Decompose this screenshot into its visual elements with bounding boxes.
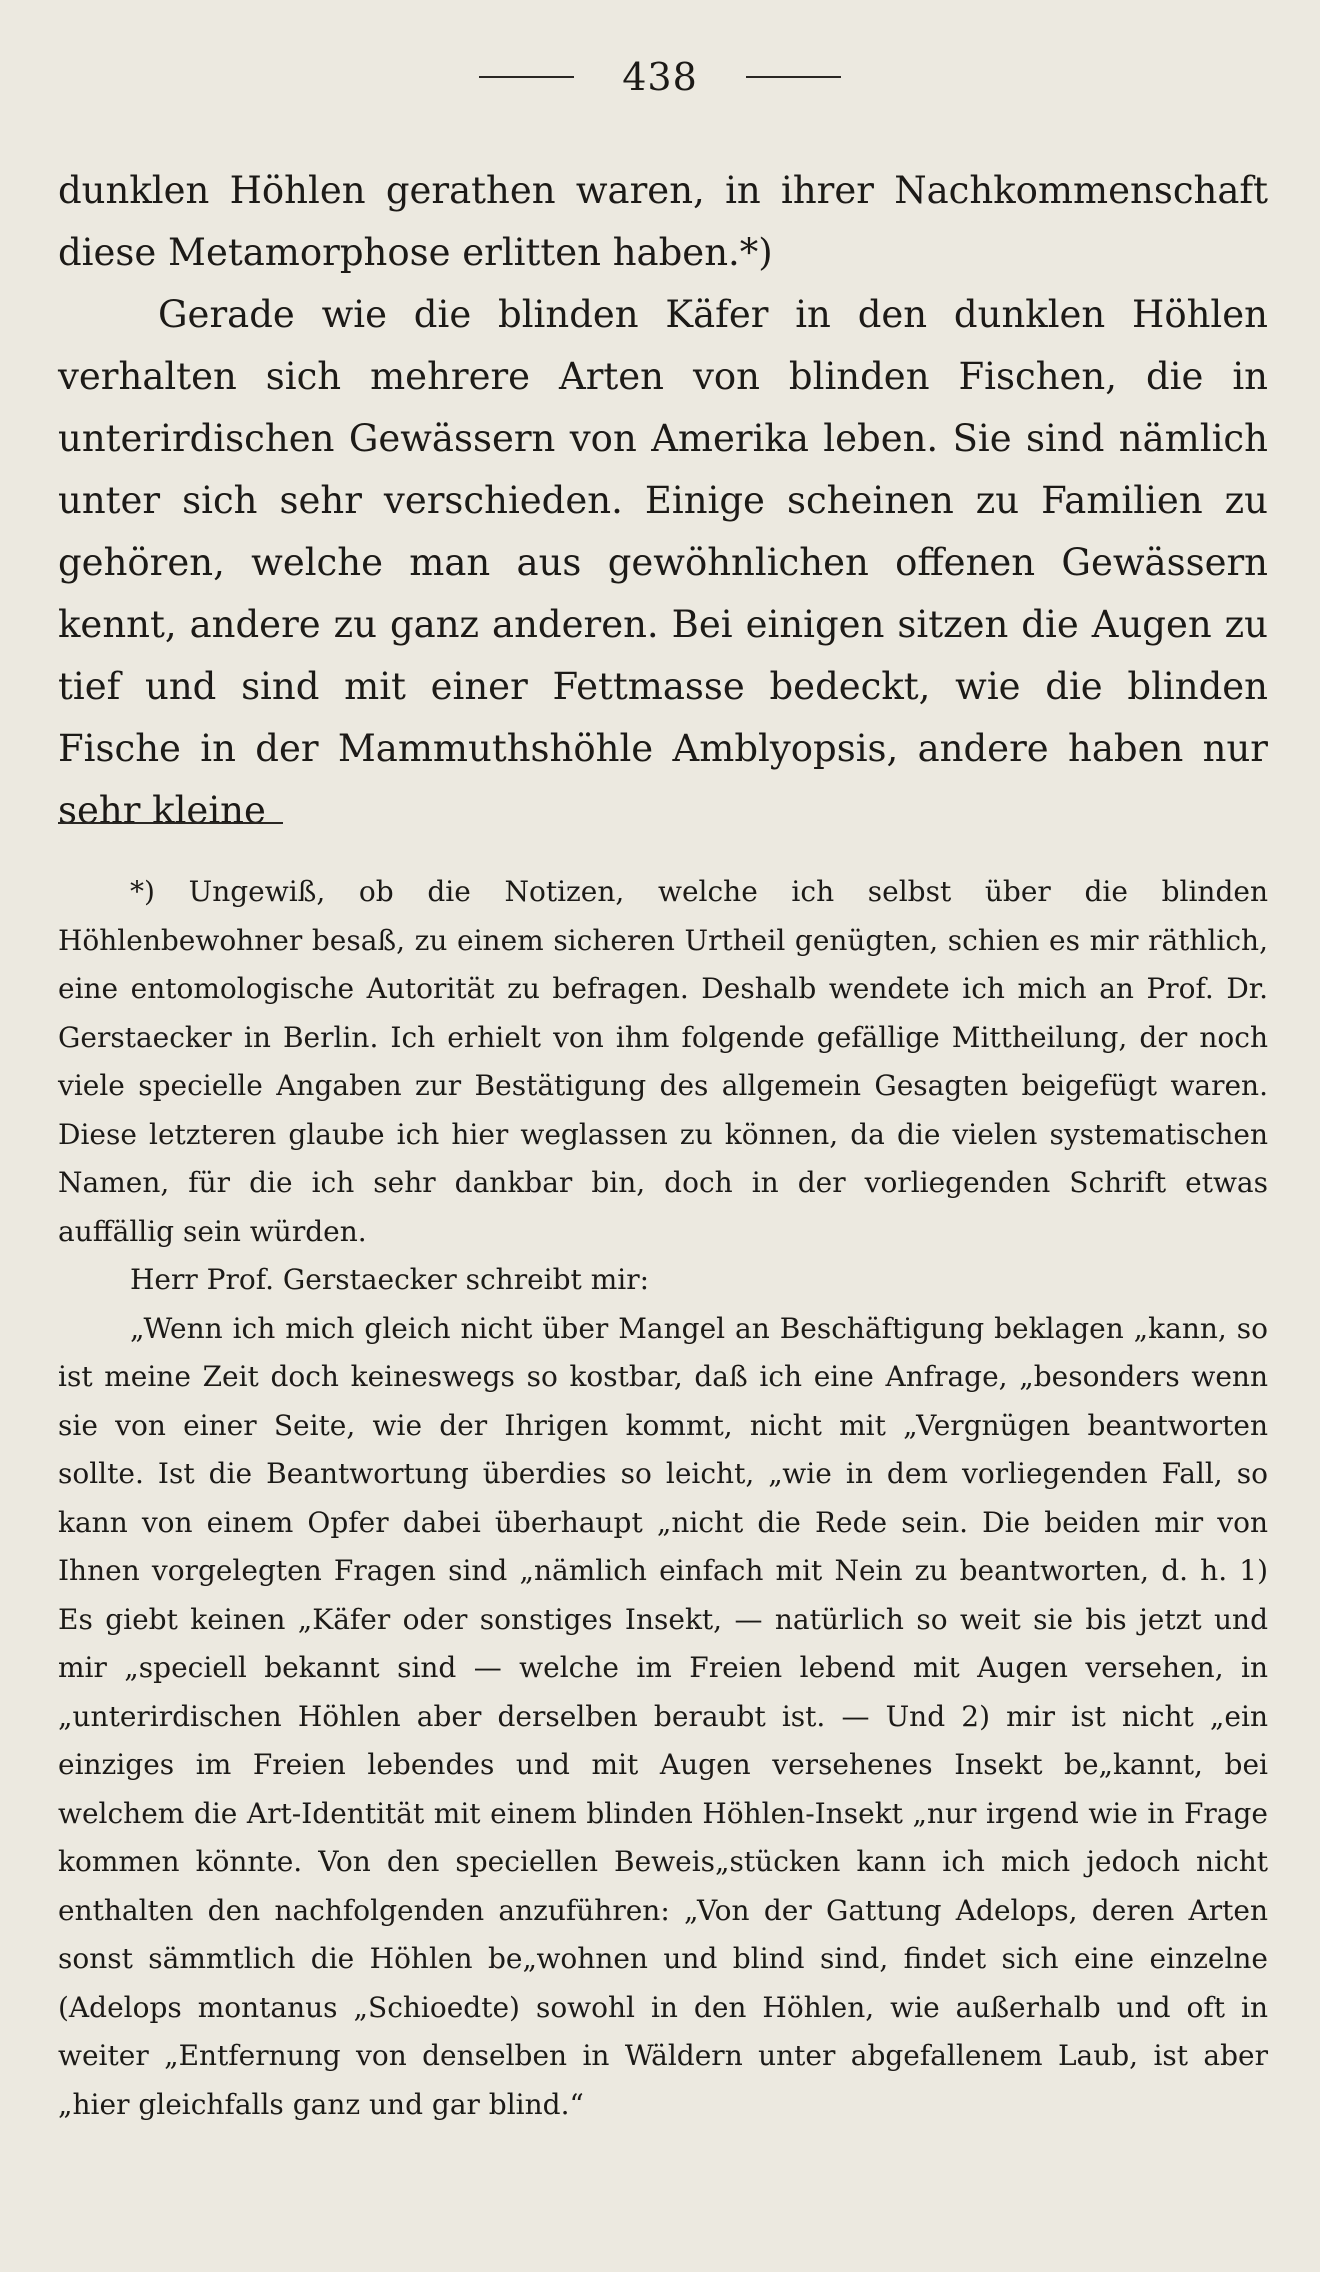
main-paragraph: Gerade wie die blinden Käfer in den dunklen Höhlen verhalten sich mehrere Arten von blinden Fischen, die in unterirdischen Gewässern von Amerika leben. Sie sind nämlich unter sich sehr verschieden. Einige scheinen zu Familien zu gehören, welche man aus gewöhnlichen offenen Gewässern kennt, andere zu ganz anderen. Bei einigen sitzen die Augen zu tief und sind mit einer Fettmasse bedeckt, wie die blinden Fische in der Mammuthshöhle Amblyopsis, andere haben nur sehr kleine (58, 293, 1268, 832)
page-header (0, 55, 1320, 99)
footnote (58, 868, 1268, 2129)
header-rule-left (479, 76, 574, 78)
footnote-paragraph: *) Ungewiß, ob die Notizen, welche ich selbst über die blinden Höhlenbewohner besaß, zu einem sicheren Urtheil genügten, schien es mir räthlich, eine entomologische Autorität zu befragen. Deshalb wendete ich mich an Prof. Dr. Gerstaecker in Berlin. Ich erhielt von ihm folgende gefällige Mittheilung, der noch viele specielle Angaben zur Bestätigung des allgemein Gesagten beigefügt waren. Diese letzteren glaube ich hier weglassen zu können, da die vielen systematischen Namen, für die ich sehr dankbar bin, doch in der vorliegenden Schrift etwas auffällig sein würden. (58, 875, 1268, 1248)
header-rule-right (746, 76, 841, 78)
main-text (58, 160, 1268, 842)
footnote-divider (58, 822, 283, 824)
page-number: 438 (622, 55, 698, 99)
main-paragraph: dunklen Höhlen gerathen waren, in ihrer Nachkommenschaft diese Metamorphose erlitten haben.*) (58, 169, 1268, 274)
footnote-quotation: „Wenn ich mich gleich nicht über Mangel an Beschäftigung beklagen „kann, so ist meine Zeit doch keineswegs so kostbar, daß ich eine Anfrage, „besonders wenn sie von einer Seite, wie der Ihrigen kommt, nicht mit „Vergnügen beantworten sollte. Ist die Beantwortung überdies so leicht, „wie in dem vorliegenden Fall, so kann von einem Opfer dabei überhaupt „nicht die Rede sein. Die beiden mir von Ihnen vorgelegten Fragen sind „nämlich einfach mit Nein zu beantworten, d. h. 1) Es giebt keinen „Käfer oder sonstiges Insekt, — natürlich so weit sie bis jetzt und mir „speciell bekannt sind — welche im Freien lebend mit Augen versehen, in „unterirdischen Höhlen aber derselben beraubt ist. — Und 2) mir ist nicht „ein einziges im Freien lebendes und mit Augen versehenes Insekt be„kannt, bei welchem die Art-Identität mit einem blinden Höhlen-Insekt „nur irgend wie in Frage kommen könnte. Von den speciellen Beweis„stücken kann ich mich jedoch nicht enthalten den nachfolgenden anzuführen: „Von der Gattung Adelops, deren Arten sonst sämmtlich die Höhlen be„wohnen und blind sind, findet sich eine einzelne (Adelops montanus „Schioedte) sowohl in den Höhlen, wie außerhalb und oft in weiter „Entfernung von denselben in Wäldern unter abgefallenem Laub, ist aber „hier gleichfalls ganz und gar blind.“ (58, 1311, 1268, 2121)
footnote-paragraph: Herr Prof. Gerstaecker schreibt mir: (130, 1263, 650, 1296)
